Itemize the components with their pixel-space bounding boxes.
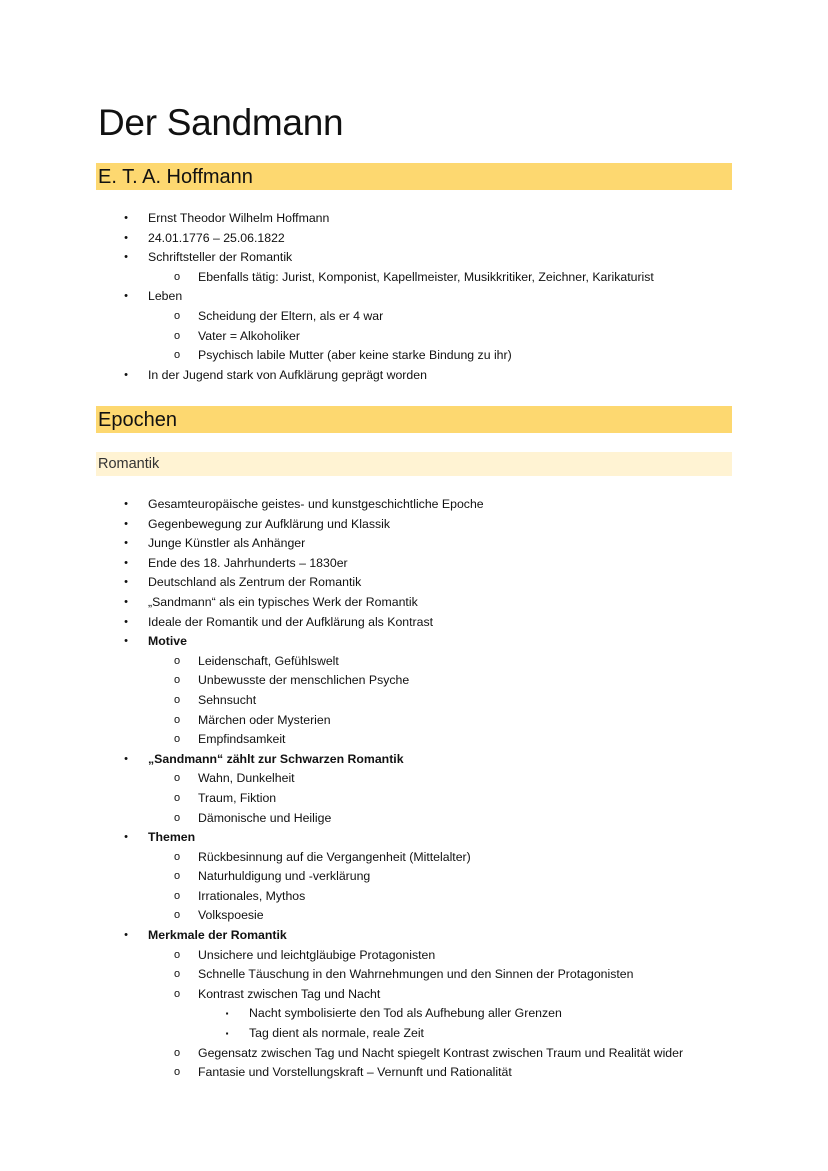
circle-bullet-icon: o <box>173 693 181 706</box>
circle-bullet-icon: o <box>173 909 181 922</box>
list-item: • „Sandmann“ zählt zur Schwarzen Romantik <box>0 750 683 770</box>
circle-bullet-icon: o <box>173 772 181 785</box>
circle-bullet-icon: o <box>173 713 181 726</box>
list-item: o Kontrast zwischen Tag und Nacht <box>0 985 683 1005</box>
list-item: ▪ Nacht symbolisierte den Tod als Aufhebung aller Grenzen <box>0 1004 683 1024</box>
list-item: o Rückbesinnung auf die Vergangenheit (Mittelalter) <box>0 848 683 868</box>
list-item: o Märchen oder Mysterien <box>0 711 683 731</box>
list-item: o Unsichere und leichtgläubige Protagonisten <box>0 946 683 966</box>
list-item: • Merkmale der Romantik <box>0 926 683 946</box>
list-item: • Gesamteuropäische geistes- und kunstgeschichtliche Epoche <box>0 495 683 515</box>
list-item: o Psychisch labile Mutter (aber keine starke Bindung zu ihr) <box>0 346 654 366</box>
list-item: • Themen <box>0 828 683 848</box>
bullet-icon: • <box>124 537 128 550</box>
list-item: • Ideale der Romantik und der Aufklärung als Kontrast <box>0 613 683 633</box>
list-item: • Deutschland als Zentrum der Romantik <box>0 573 683 593</box>
circle-bullet-icon: o <box>173 791 181 804</box>
list-item: o Dämonische und Heilige <box>0 809 683 829</box>
list-item: o Fantasie und Vorstellungskraft – Vernunft und Rationalität <box>0 1063 683 1083</box>
subheading-romantik: Romantik <box>96 452 732 476</box>
list-item: o Volkspoesie <box>0 906 683 926</box>
circle-bullet-icon: o <box>173 309 181 322</box>
bullet-icon: • <box>124 831 128 844</box>
bullet-icon: • <box>124 929 128 942</box>
list-item: • In der Jugend stark von Aufklärung geprägt worden <box>0 366 654 386</box>
circle-bullet-icon: o <box>173 811 181 824</box>
bullet-icon: • <box>124 615 128 628</box>
list-item: o Traum, Fiktion <box>0 789 683 809</box>
circle-bullet-icon: o <box>173 968 181 981</box>
list-item: • Junge Künstler als Anhänger <box>0 534 683 554</box>
list-item: o Ebenfalls tätig: Jurist, Komponist, Kapellmeister, Musikkritiker, Zeichner, Karikaturist <box>0 268 654 288</box>
heading-hoffmann: E. T. A. Hoffmann <box>96 163 732 190</box>
bullet-icon: • <box>124 752 128 765</box>
list-item: o Leidenschaft, Gefühlswelt <box>0 652 683 672</box>
circle-bullet-icon: o <box>173 654 181 667</box>
list-item: o Scheidung der Eltern, als er 4 war <box>0 307 654 327</box>
list-item: o Naturhuldigung und -verklärung <box>0 867 683 887</box>
circle-bullet-icon: o <box>173 1066 181 1079</box>
hoffmann-list <box>0 209 654 385</box>
square-bullet-icon: ▪ <box>225 1009 229 1019</box>
list-item: • Schriftsteller der Romantik <box>0 248 654 268</box>
list-item: o Unbewusste der menschlichen Psyche <box>0 671 683 691</box>
document-title: Der Sandmann <box>98 102 344 143</box>
bullet-icon: • <box>124 635 128 648</box>
romantik-list <box>0 495 683 1083</box>
circle-bullet-icon: o <box>173 850 181 863</box>
circle-bullet-icon: o <box>173 349 181 362</box>
circle-bullet-icon: o <box>173 674 181 687</box>
square-bullet-icon: ▪ <box>225 1029 229 1039</box>
list-item: • 24.01.1776 – 25.06.1822 <box>0 229 654 249</box>
list-item: o Vater = Alkoholiker <box>0 327 654 347</box>
circle-bullet-icon: o <box>173 889 181 902</box>
circle-bullet-icon: o <box>173 870 181 883</box>
bullet-icon: • <box>124 595 128 608</box>
list-item: • „Sandmann“ als ein typisches Werk der Romantik <box>0 593 683 613</box>
list-item: • Ende des 18. Jahrhunderts – 1830er <box>0 554 683 574</box>
list-item: • Motive <box>0 632 683 652</box>
bullet-icon: • <box>124 251 128 264</box>
list-item: • Ernst Theodor Wilhelm Hoffmann <box>0 209 654 229</box>
list-item: o Gegensatz zwischen Tag und Nacht spiegelt Kontrast zwischen Traum und Realität wider <box>0 1044 683 1064</box>
list-item: ▪ Tag dient als normale, reale Zeit <box>0 1024 683 1044</box>
list-item: o Schnelle Täuschung in den Wahrnehmungen und den Sinnen der Protagonisten <box>0 965 683 985</box>
list-item: o Sehnsucht <box>0 691 683 711</box>
list-item: o Irrationales, Mythos <box>0 887 683 907</box>
circle-bullet-icon: o <box>173 987 181 1000</box>
circle-bullet-icon: o <box>173 948 181 961</box>
bullet-icon: • <box>124 368 128 381</box>
bullet-icon: • <box>124 231 128 244</box>
bullet-icon: • <box>124 556 128 569</box>
bullet-icon: • <box>124 576 128 589</box>
bullet-icon: • <box>124 517 128 530</box>
list-item: o Wahn, Dunkelheit <box>0 769 683 789</box>
list-item: • Gegenbewegung zur Aufklärung und Klassik <box>0 515 683 535</box>
circle-bullet-icon: o <box>173 329 181 342</box>
bullet-icon: • <box>124 290 128 303</box>
heading-epochen: Epochen <box>96 406 732 433</box>
circle-bullet-icon: o <box>173 1046 181 1059</box>
list-item: • Leben <box>0 287 654 307</box>
list-item: o Empfindsamkeit <box>0 730 683 750</box>
circle-bullet-icon: o <box>173 733 181 746</box>
circle-bullet-icon: o <box>173 270 181 283</box>
bullet-icon: • <box>124 212 128 224</box>
bullet-icon: • <box>124 498 128 510</box>
